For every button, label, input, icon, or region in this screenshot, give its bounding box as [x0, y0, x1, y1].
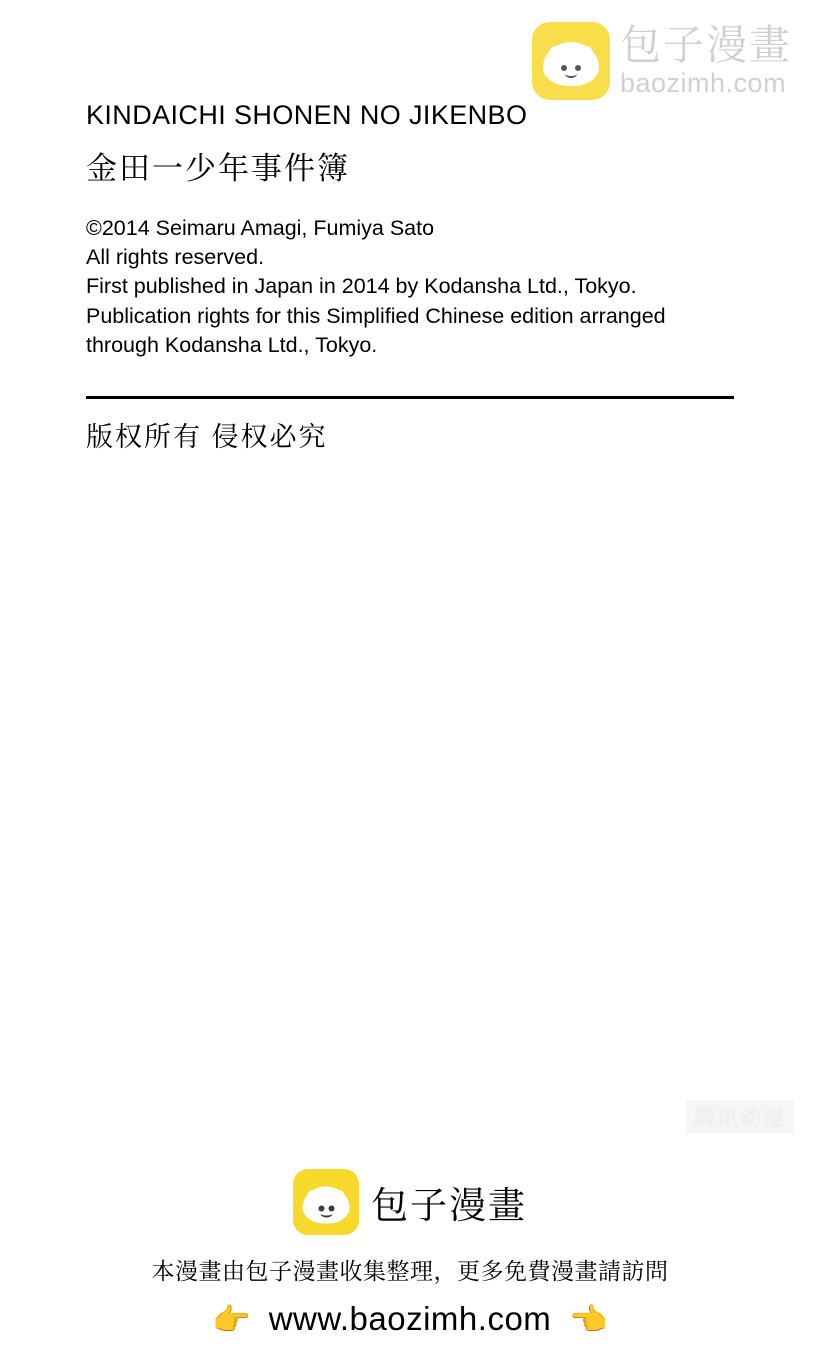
footer-url-row[interactable]	[0, 1300, 820, 1338]
bun-mouth-icon	[565, 70, 577, 78]
footer	[0, 1169, 820, 1338]
baozi-bun-logo-icon	[532, 22, 610, 100]
bun-mouth-icon	[320, 1209, 332, 1217]
faint-tencent-watermark: 腾讯动漫	[686, 1100, 794, 1134]
legal-line: All rights reserved.	[86, 245, 265, 270]
rights-notice: 版权所有 侵权必究	[86, 422, 328, 453]
top-watermark	[532, 22, 792, 100]
baozi-bun-logo-icon	[293, 1169, 359, 1235]
legal-line: Publication rights for this Simplified Chinese edition arranged	[86, 303, 666, 328]
top-watermark-url: baozimh.com	[620, 68, 787, 98]
copyright-block	[86, 100, 746, 454]
footer-brand	[0, 1169, 820, 1235]
legal-line: through Kodansha Ltd., Tokyo.	[86, 332, 378, 357]
bun-body-shape	[543, 42, 599, 86]
horizontal-divider	[86, 396, 734, 399]
top-watermark-text	[620, 22, 792, 98]
pointing-hand-right-icon: 👉	[212, 1301, 251, 1337]
bun-body-shape	[303, 1186, 350, 1223]
pointing-hand-left-icon: 👈	[569, 1301, 608, 1337]
footer-site-link[interactable]: www.baozimh.com	[268, 1300, 552, 1337]
title-chinese: 金田一少年事件簿	[86, 151, 350, 186]
footer-note: 本漫畫由包子漫畫收集整理，更多免費漫畫請訪問	[151, 1258, 669, 1284]
top-watermark-brand: 包子漫畫	[620, 22, 792, 68]
title-english: KINDAICHI SHONEN NO JIKENBO	[86, 100, 528, 130]
legal-text	[86, 214, 746, 360]
footer-brand-name: 包子漫畫	[371, 1185, 527, 1226]
legal-line: First published in Japan in 2014 by Kodansha Ltd., Tokyo.	[86, 274, 637, 299]
legal-line: ©2014 Seimaru Amagi, Fumiya Sato	[86, 216, 435, 240]
